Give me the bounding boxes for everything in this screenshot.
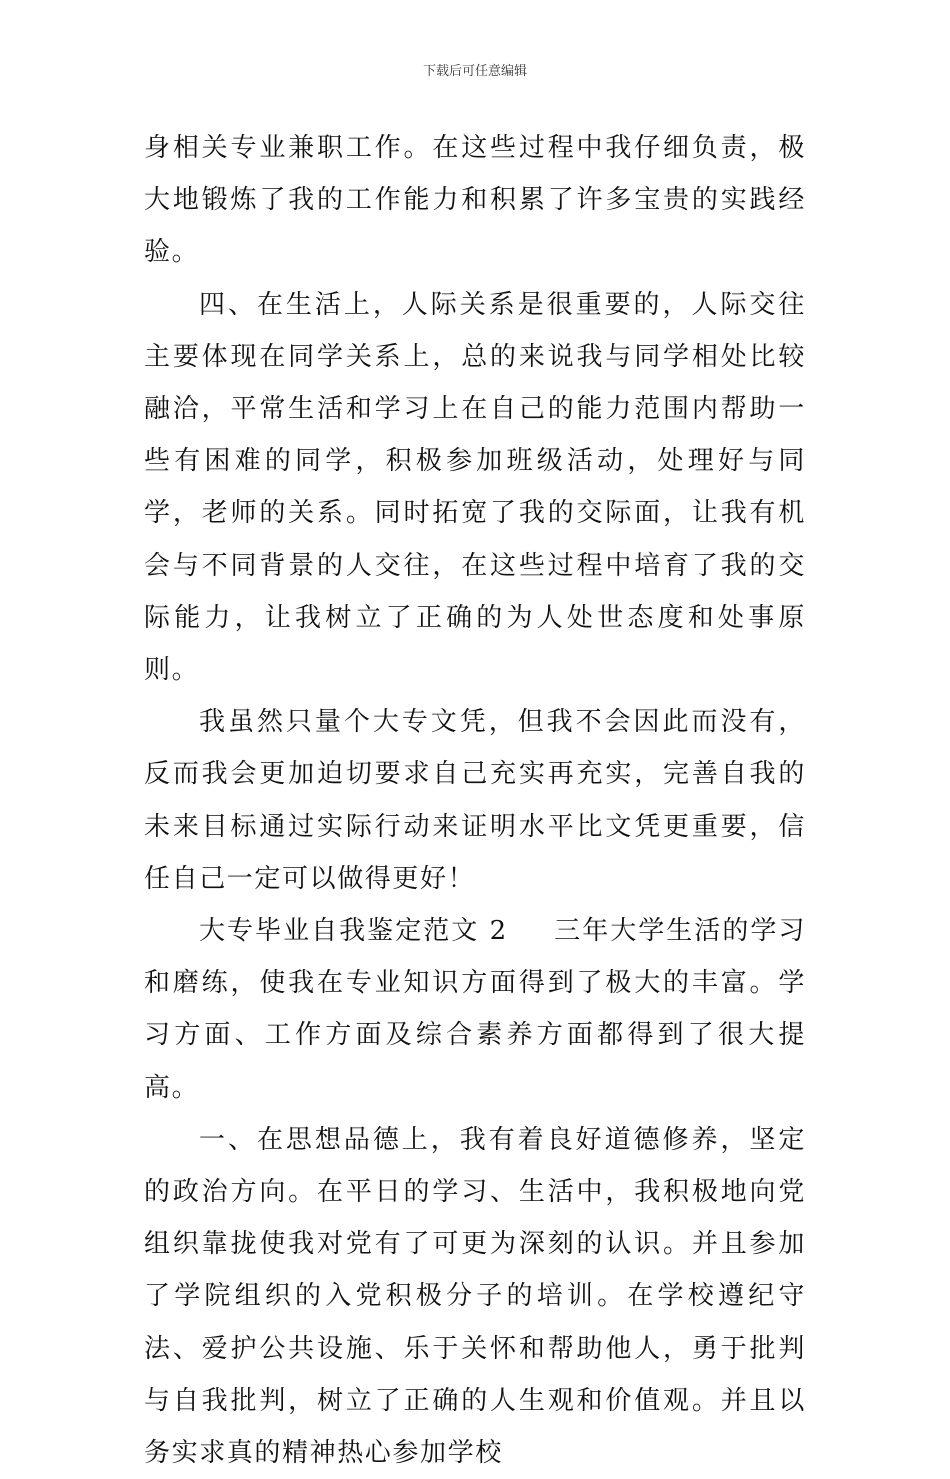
sample-intro-text: 三年大学生活的学习和磨练，使我在专业知识方面得到了极大的丰富。学习方面、工作方面及综合素养方面都得到了很大提高。: [144, 916, 806, 1103]
paragraph-continuation: 身相关专业兼职工作。在这些过程中我仔细负责，极大地锻炼了我的工作能力和积累了许多宝贵的实践经验。: [144, 133, 806, 268]
paragraph-ideology-morality: 一、在思想品德上，我有着良好道德修养，坚定的政治方向。在平日的学习、生活中，我积极地向党组织靠拢使我对党有了可更为深刻的认识。并且参加了学院组织的入党积极分子的培训。在学校遵纪守法、爱护公共设施、乐于关怀和帮助他人，勇于批判与自我批判，树立了正确的人生观和价值观。并且以务实求真的精神热心参加学校: [144, 1124, 806, 1469]
page-header-note: 下载后可任意编辑: [422, 64, 527, 79]
paragraph-social-life: 四、在生活上，人际关系是很重要的，人际交往主要体现在同学关系上，总的来说我与同学相处比较融洽，平常生活和学习上在自己的能力范围内帮助一些有困难的同学，积极参加班级活动，处理好与同学，老师的关系。同时拓宽了我的交际面，让我有机会与不同背景的人交往，在这些过程中培育了我的交际能力，让我树立了正确的为人处世态度和处事原则。: [144, 289, 806, 686]
paragraph-self-confidence: 我虽然只量个大专文凭，但我不会因此而没有，反而我会更加迫切要求自己充实再充实，完善自我的未来目标通过实际行动来证明水平比文凭更重要，信任自己一定可以做得更好！: [144, 707, 806, 894]
paragraph-sample-two: [144, 905, 806, 1114]
document-body: [144, 122, 806, 1479]
sample-title: 大专毕业自我鉴定范文 2: [199, 916, 508, 947]
